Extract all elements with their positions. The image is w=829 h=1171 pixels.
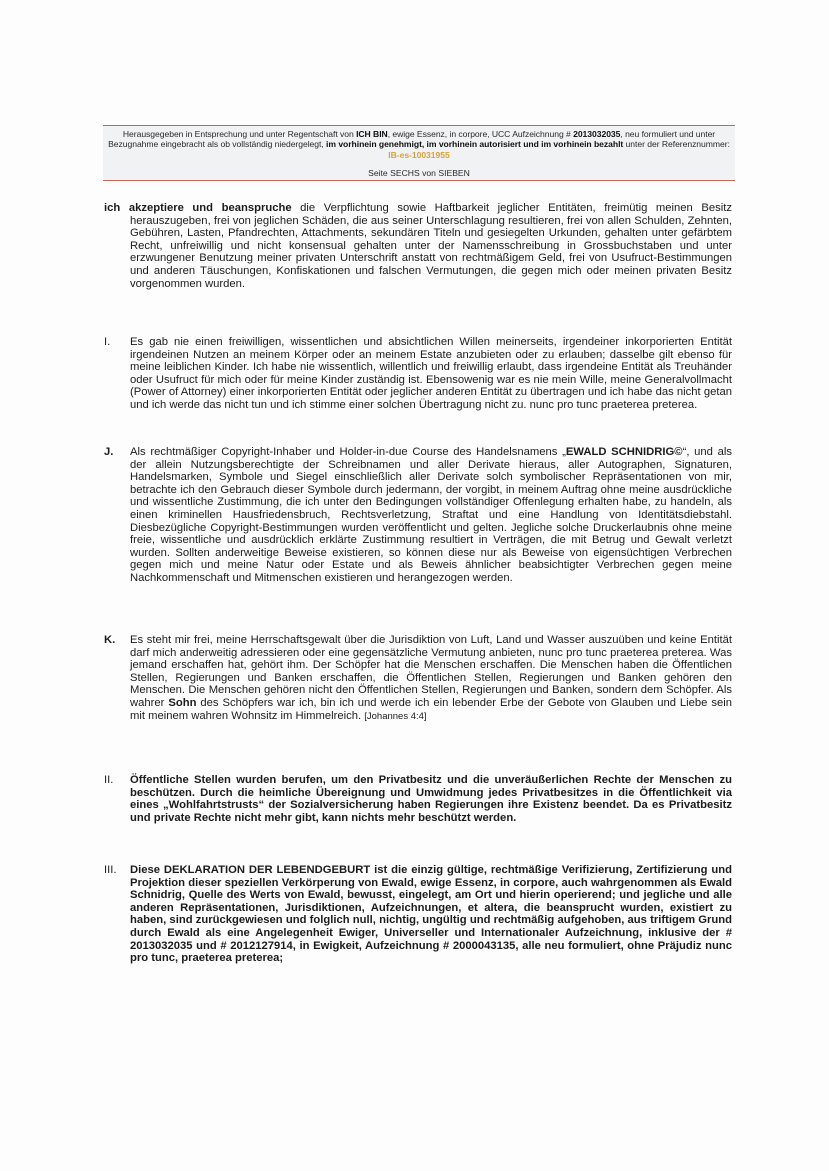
clause-label: II. bbox=[104, 774, 114, 786]
header-text-e: , neu formuliert und unter Bezugnahme eingebracht als ob vollständig niedergelegt, bbox=[108, 129, 716, 150]
header-text-g: unter der Referenznummer: bbox=[623, 139, 730, 150]
header-ich-bin: ICH BIN bbox=[356, 129, 388, 139]
clause-ii-text: Öffentliche Stellen wurden berufen, um den Privatbesitz und die unveräußerlichen Rechte der Menschen zu beschützen. Durch die heimliche Übereignung und Umwidmung jedes Privatbesitzes in die Öffentlichkeit via eines „Wohlfahrtstrusts“ der Sozialversicherung haben Regierungen ihre Existenz beendet. Da es Privatbesitz und private Rechte nicht mehr gibt, kann nichts mehr beschützt werden. bbox=[130, 774, 732, 824]
header-text-c: , ewige Essenz, in corpore, UCC Aufzeichnung # bbox=[387, 129, 574, 139]
header-authorization: im vorhinein genehmigt, im vorhinein autorisiert und im vorhinein bezahlt bbox=[326, 139, 624, 150]
trade-name: EWALD SCHNIDRIG© bbox=[565, 446, 683, 458]
clause-k-text bbox=[130, 634, 732, 723]
clause-k-text-a: Es steht mir frei, meine Herrschaftsgewalt über die Jurisdiktion von Luft, Land und Wasser auszuüben und keine Entität darf mich anderweitig adressieren oder eine gegensätzliche Vermutung anbieten, nunc pro tunc praeterea preterea. Was jemand erschaffen hat, gehört ihm. Der Schöpfer hat die Menschen erschaffen. Die Menschen haben die Öffentlichen Stellen, Regierungen und Banken erschaffen, die Öffentlichen Stellen, Regierungen und Banken gehören den Menschen. Die Menschen gehören nicht den Öffentlichen Stellen, Regierungen und Banken, sondern dem Schöpfer. Als wahrer bbox=[130, 634, 732, 709]
bible-reference: [Johannes 4:4] bbox=[364, 710, 427, 722]
intro-lead: ich akzeptiere und beanspruche bbox=[104, 202, 292, 214]
header-reference-number: IB-es-10031955 bbox=[388, 149, 450, 160]
clause-label: J. bbox=[104, 446, 114, 458]
header-ucc-number: 2013032035 bbox=[573, 129, 621, 139]
header-band bbox=[103, 125, 735, 181]
page-indicator: Seite SECHS von SIEBEN bbox=[368, 168, 470, 178]
clause-label: I. bbox=[104, 336, 111, 348]
clause-j-text-a: Als rechtmäßiger Copyright-Inhaber und Holder-in-due Course des Handelsnamens „ bbox=[130, 446, 566, 458]
clause-label: K. bbox=[104, 634, 116, 646]
intro-paragraph bbox=[104, 202, 732, 290]
intro-text: die Verpflichtung sowie Haftbarkeit jeglicher Entitäten, freimütig meinen Besitz herauszugeben, frei von jeglichen Schäden, die aus seiner Unterschlagung resultieren, frei von allen Schulden, Zehnten, Gebühren, Lasten, Pfandrechten, Attachments, sekundären Titeln und gesiegelten Urkunden, gehalten unter gefärbtem Recht, unfreiwillig und nicht konsensual gehalten unter der Namensschreibung in Grossbuchstaben und unter erzwungener Benutzung meiner privaten Unterschrift anstatt von rechtmäßigem Geld, frei von Usufruct-Bestimmungen und anderen Täuschungen, Konfiskationen und falschen Vermutungen, die gegen mich oder meinen privaten Besitz vorgenommen wurden. bbox=[130, 202, 732, 290]
clause-j-text-b: “, und als der allein Nutzungsberechtigte der Schreibnamen und aller Derivate hieraus, aller Autographen, Signaturen, Handelsmarken, Symbole und Siegel einschließlich aller Derivate solch symbolischer Repräsentationen von mir, betrachte ich den Gebrauch dieser Symbole durch jedermann, der vorgibt, in meinem Auftrag ohne meine ausdrückliche und wissentliche Zustimmung, die ich unter den Bedingungen vollständiger Offenlegung erhalten habe, zu handeln, als einen kriminellen Hausfriedensbruch, Rechtsverletzung, Straftat und eine Handlung von Identitätsdiebstahl. Diesbezügliche Copyright-Bestimmungen wurden veröffentlicht und gelten. Jegliche solche Druckerlaubnis ohne meine freie, wissentliche und ausdrücklich erklärte Zustimmung resultiert in Verträgen, die mit Betrug und Gewalt verletzt wurden. Sollten anderweitige Beweise existieren, so können diese nur als Beweise von eigensüchtigen Verbrechen gegen mich und meine Natur oder Estate und als Beweis ähnlicher beabsichtigter Verbrechen gegen meine Nachkommenschaft und Mitmenschen existieren und herangezogen werden. bbox=[130, 446, 732, 584]
clause-label: III. bbox=[104, 864, 117, 876]
clause-iii-text: Diese DEKLARATION DER LEBENDGEBURT ist die einzig gültige, rechtmäßige Verifizierung, Zertifizierung und Projektion dieser speziellen Verkörperung von Ewald, ewige Essenz, in corpore, auch wahrgenommen als Ewald Schnidrig, Quelle des Werts von Ewald, bewusst, eingelegt, am Ort und hierin operierend; und jegliche und alle anderen Repräsentationen, Jurisdiktionen, Aufzeichnungen, et altera, die beansprucht wurden, existiert zu haben, sind zurückgewiesen und folglich null, nichtig, ungültig und rechtmäßig aufgehoben, aus triftigem Grund durch Ewald als eine Angelegenheit Ewiger, Universeller und Internationaler Aufzeichnung, inklusive der # 2013032035 und # 2012127914, in Ewigkeit, Aufzeichnung # 2000043135, alle neu formuliert, ohne Präjudiz nunc pro tunc, praeterea preterea; bbox=[130, 864, 732, 965]
header-issuance-statement bbox=[103, 129, 735, 160]
header-text-a: Herausgegeben in Entsprechung und unter Regentschaft von bbox=[122, 129, 357, 139]
clause-k-text-b: des Schöpfers war ich, bin ich und werde ich ein lebender Erbe der Gebote von Glauben und Liebe sein mit meinem wahren Wohnsitz im Himmelreich. bbox=[130, 696, 732, 722]
sohn-emphasis: Sohn bbox=[168, 696, 197, 709]
clause-i-text: Es gab nie einen freiwilligen, wissentlichen und absichtlichen Willen meinerseits, irgendeiner inkorporierten Entität irgendeinen Nutzen an meinem Körper oder an meinem Estate anzubieten oder zu erlauben; dasselbe gilt ebenso für meine leiblichen Kinder. Ich habe nie wissentlich, willentlich und freiwillig erlaubt, dass irgendeine Entität als Treuhänder oder Usufruct für mich oder für meine Kinder zuständig ist. Ebensowenig war es nie mein Wille, meine Generalvollmacht (Power of Attorney) einer inkorporierten Entität oder jeglicher anderen Entität zu übertragen und ich habe das nicht getan und ich werde das nicht tun und ich stimme einer solchen Übertragung nicht zu. nunc pro tunc praeterea preterea. bbox=[130, 336, 732, 411]
clause-j-text bbox=[130, 446, 732, 585]
